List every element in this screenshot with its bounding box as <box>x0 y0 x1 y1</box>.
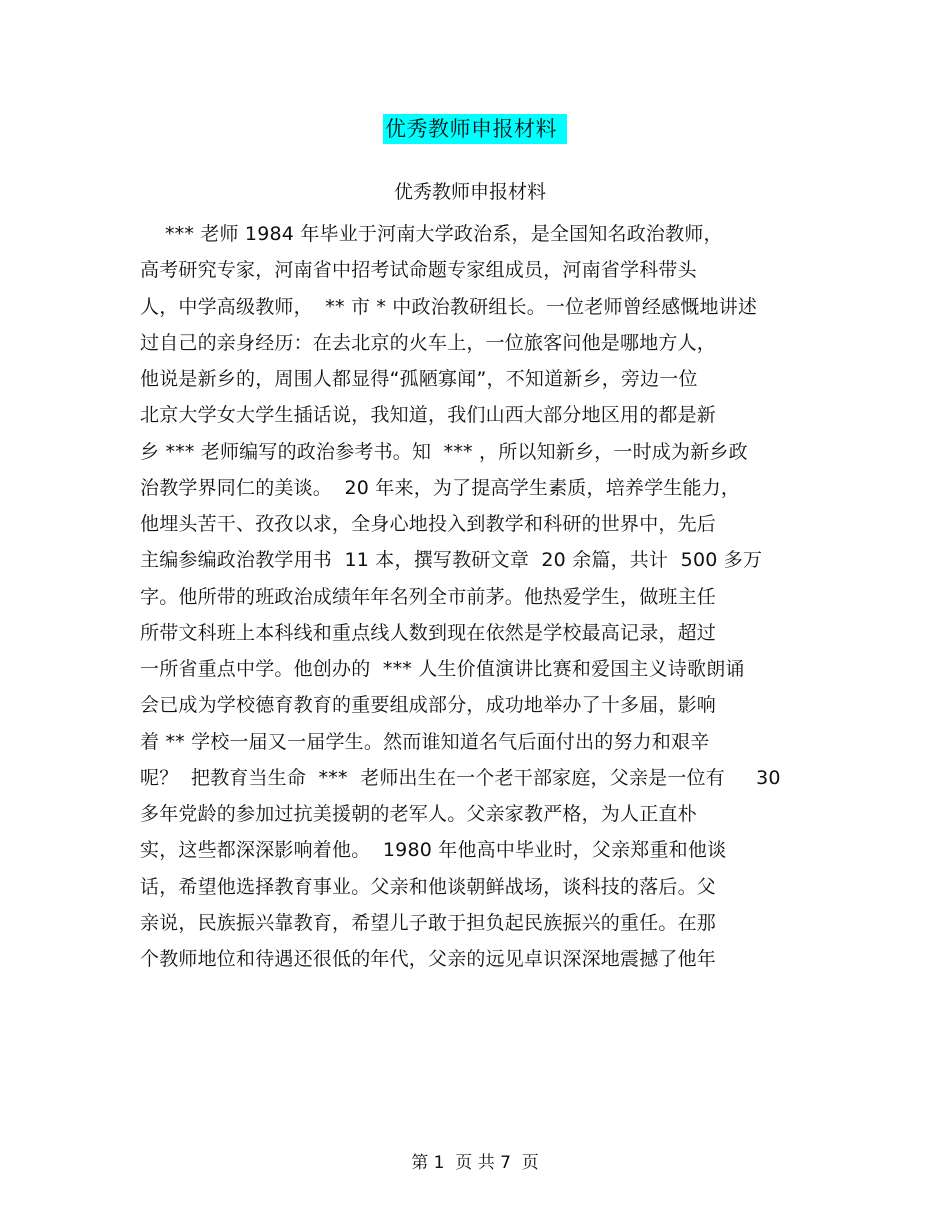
body-line: 会已成为学校德育教育的重要组成部分，成功地举办了十多届，影响 <box>140 694 717 717</box>
body-line: 着 ** 学校一届又一届学生。然而谁知道名气后面付出的努力和艰辛 <box>140 730 710 753</box>
body-line: 过自己的亲身经历：在去北京的火车上，一位旅客问他是哪地方人， <box>140 331 717 354</box>
document-body <box>140 219 840 980</box>
body-line: 个教师地位和待遇还很低的年代，父亲的远见卓识深深地震撼了他年 <box>140 948 717 970</box>
body-line: 所带文科班上本科线和重点线人数到现在依然是学校最高记录，超过 <box>140 621 717 644</box>
body-line: 字。他所带的班政治成绩年年名列全市前茅。他热爱学生，做班主任 <box>140 585 717 608</box>
body-line: 一所省重点中学。他创办的 *** 人生价值演讲比赛和爱国主义诗歌朗诵 <box>140 658 745 680</box>
body-line: 高考研究专家，河南省中招考试命题专家组成员，河南省学科带头 <box>140 259 697 282</box>
body-line: 呢？ 把教育当生命 *** 老师出生在一个老干部家庭，父亲是一位有 30 <box>140 766 781 789</box>
document-subtitle: 优秀教师申报材料 <box>393 181 546 203</box>
body-line: 人，中学高级教师， ** 市 * 中政治教研组长。一位老师曾经感慨地讲述 <box>140 295 758 318</box>
body-line: 多年党龄的参加过抗美援朝的老军人。父亲家教严格，为人正直朴 <box>140 803 697 825</box>
body-line: 北京大学女大学生插话说，我知道，我们山西大部分地区用的都是新 <box>140 404 717 427</box>
body-line: 主编参编政治教学用书 11 本，撰写教研文章 20 余篇，共计 500 多万 <box>140 549 763 572</box>
page-footer: 第 1 页 共 7 页 <box>411 1153 539 1173</box>
body-line: *** 老师 1984 年毕业于河南大学政治系，是全国知名政治教师， <box>140 223 723 245</box>
body-line: 他说是新乡的，周围人都显得“孤陋寡闻”，不知道新乡，旁边一位 <box>140 368 698 390</box>
body-line: 亲说，民族振兴靠教育，希望儿子敢于担负起民族振兴的重任。在那 <box>140 911 717 934</box>
body-line: 治教学界同仁的美谈。 20 年来，为了提高学生素质，培养学生能力， <box>140 476 741 499</box>
document-title: 优秀教师申报材料 <box>383 114 567 144</box>
title-container <box>0 114 950 144</box>
body-line: 乡 *** 老师编写的政治参考书。知 *** ，所以知新乡，一时成为新乡政 <box>140 440 748 463</box>
body-line: 他埋头苦干、孜孜以求，全身心地投入到教学和科研的世界中，先后 <box>140 513 717 535</box>
body-line: 话，希望他选择教育事业。父亲和他谈朝鲜战场，谈科技的落后。父 <box>140 875 717 898</box>
body-line: 实，这些都深深影响着他。 1980 年他高中毕业时，父亲郑重和他谈 <box>140 839 727 862</box>
